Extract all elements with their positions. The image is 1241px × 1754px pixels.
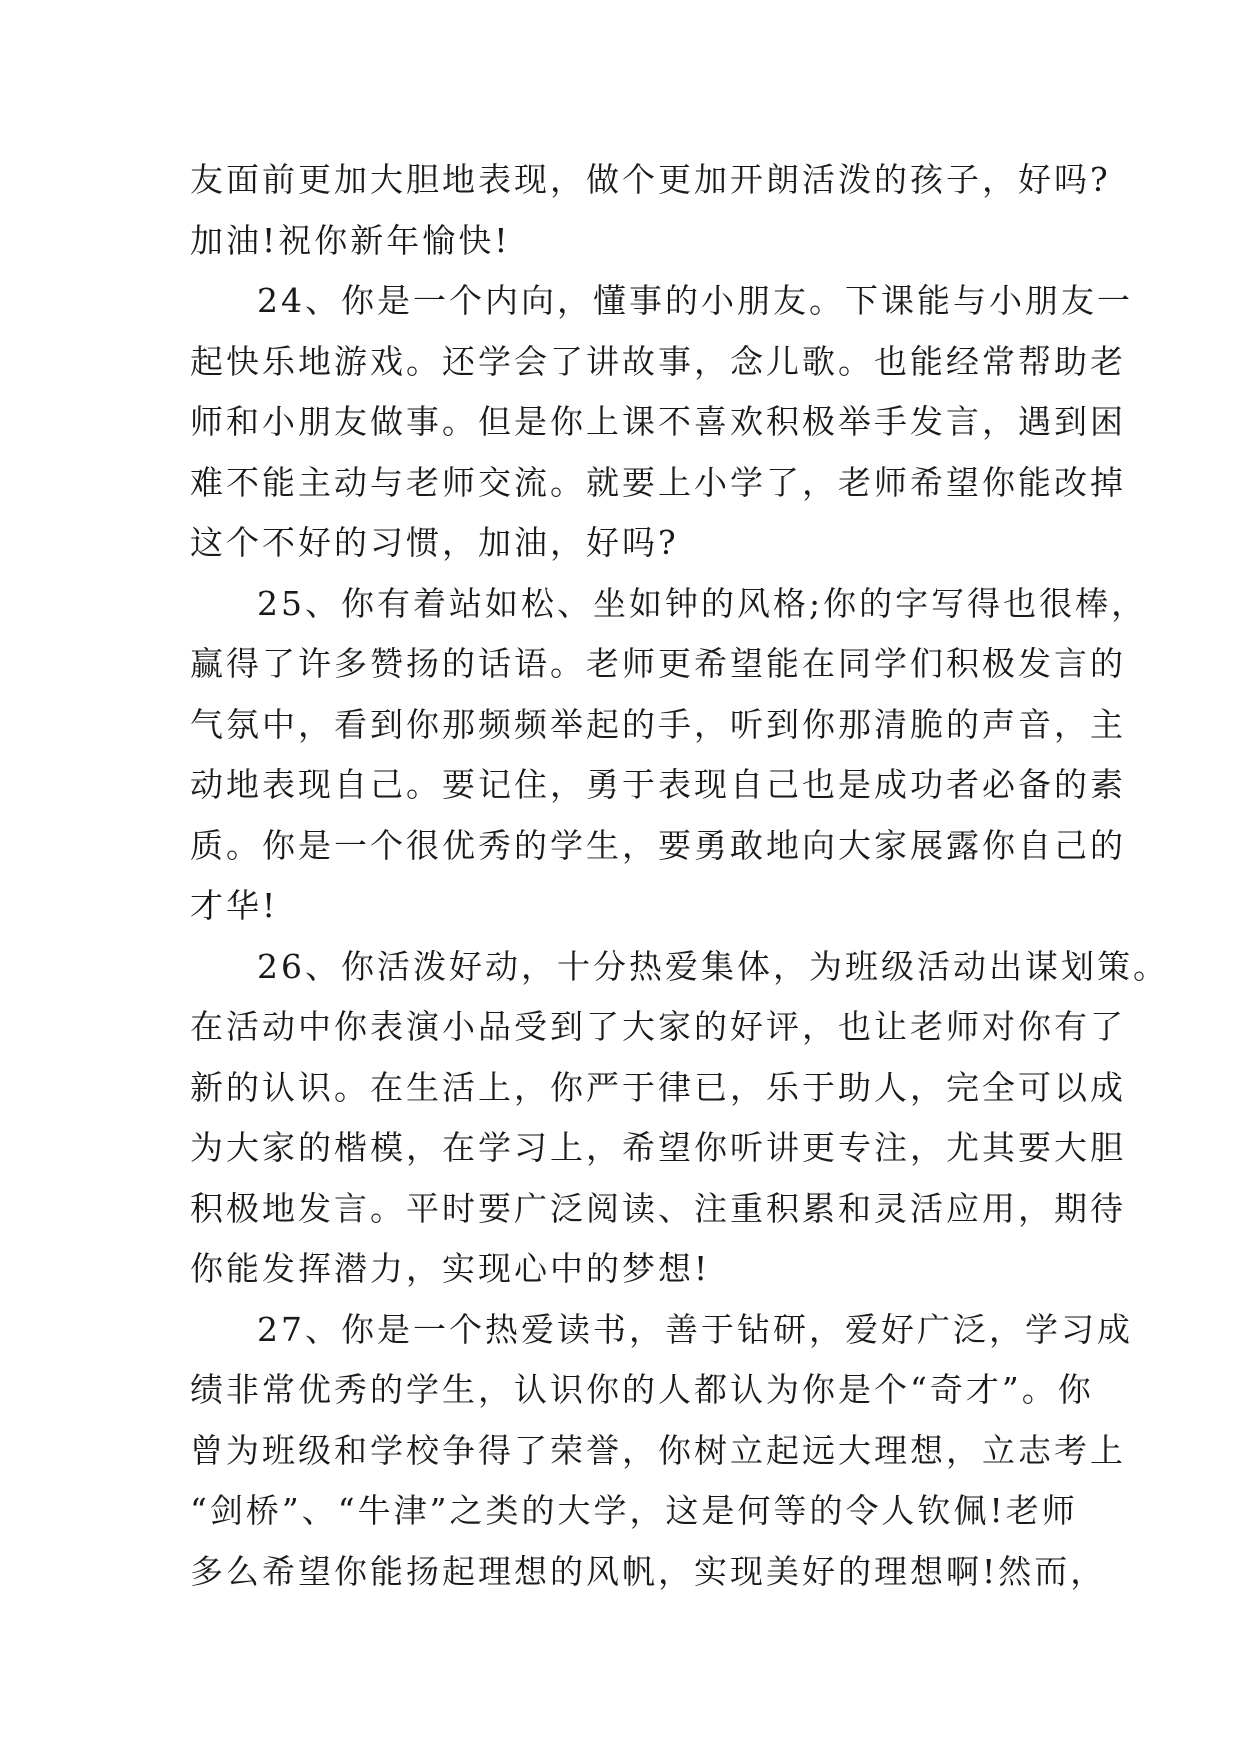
text-line: “剑桥”、“牛津”之类的大学，这是何等的令人钦佩!老师 [190,1491,1078,1530]
text-line: 26、你活泼好动，十分热爱集体，为班级活动出谋划策。 [257,946,1169,986]
text-line: 在活动中你表演小品受到了大家的好评，也让老师对你有了 [190,1007,1126,1046]
text-line: 动地表现自己。要记住，勇于表现自己也是成功者必备的素 [190,765,1126,804]
text-line: 起快乐地游戏。还学会了讲故事，念儿歌。也能经常帮助老 [190,341,1126,381]
text-line: 气氛中，看到你那频频举起的手，听到你那清脆的声音，主 [190,704,1126,744]
text-line: 为大家的楷模，在学习上，希望你听讲更专注，尤其要大胆 [190,1128,1126,1167]
text-line: 这个不好的习惯，加油，好吗? [190,523,679,562]
text-line: 27、你是一个热爱读书，善于钻研，爱好广泛，学习成 [257,1309,1133,1349]
text-line: 曾为班级和学校争得了荣誉，你树立起远大理想，立志考上 [190,1430,1126,1470]
text-line: 质。你是一个很优秀的学生，要勇敢地向大家展露你自己的 [190,825,1126,865]
text-line: 师和小朋友做事。但是你上课不喜欢积极举手发言，遇到困 [190,402,1126,441]
text-line: 25、你有着站如松、坐如钟的风格;你的字写得也很棒， [257,583,1148,623]
text-line: 多么希望你能扬起理想的风帆，实现美好的理想啊!然而， [190,1551,1107,1591]
text-line: 难不能主动与老师交流。就要上小学了，老师希望你能改掉 [190,462,1126,502]
text-line: 加油!祝你新年愉快! [190,220,511,260]
text-line: 新的认识。在生活上，你严于律已，乐于助人，完全可以成 [190,1067,1126,1107]
text-line: 友面前更加大胆地表现，做个更加开朗活泼的孩子，好吗? [190,160,1111,199]
text-line: 绩非常优秀的学生，认识你的人都认为你是个“奇才”。你 [190,1370,1094,1409]
body-text [190,150,1169,1602]
text-line: 你能发挥潜力，实现心中的梦想! [190,1249,711,1288]
text-line: 积极地发言。平时要广泛阅读、注重积累和灵活应用，期待 [190,1188,1126,1228]
text-line: 赢得了许多赞扬的话语。老师更希望能在同学们积极发言的 [190,644,1126,683]
text-line: 才华! [190,886,279,925]
text-line: 24、你是一个内向，懂事的小朋友。下课能与小朋友一 [257,281,1133,320]
